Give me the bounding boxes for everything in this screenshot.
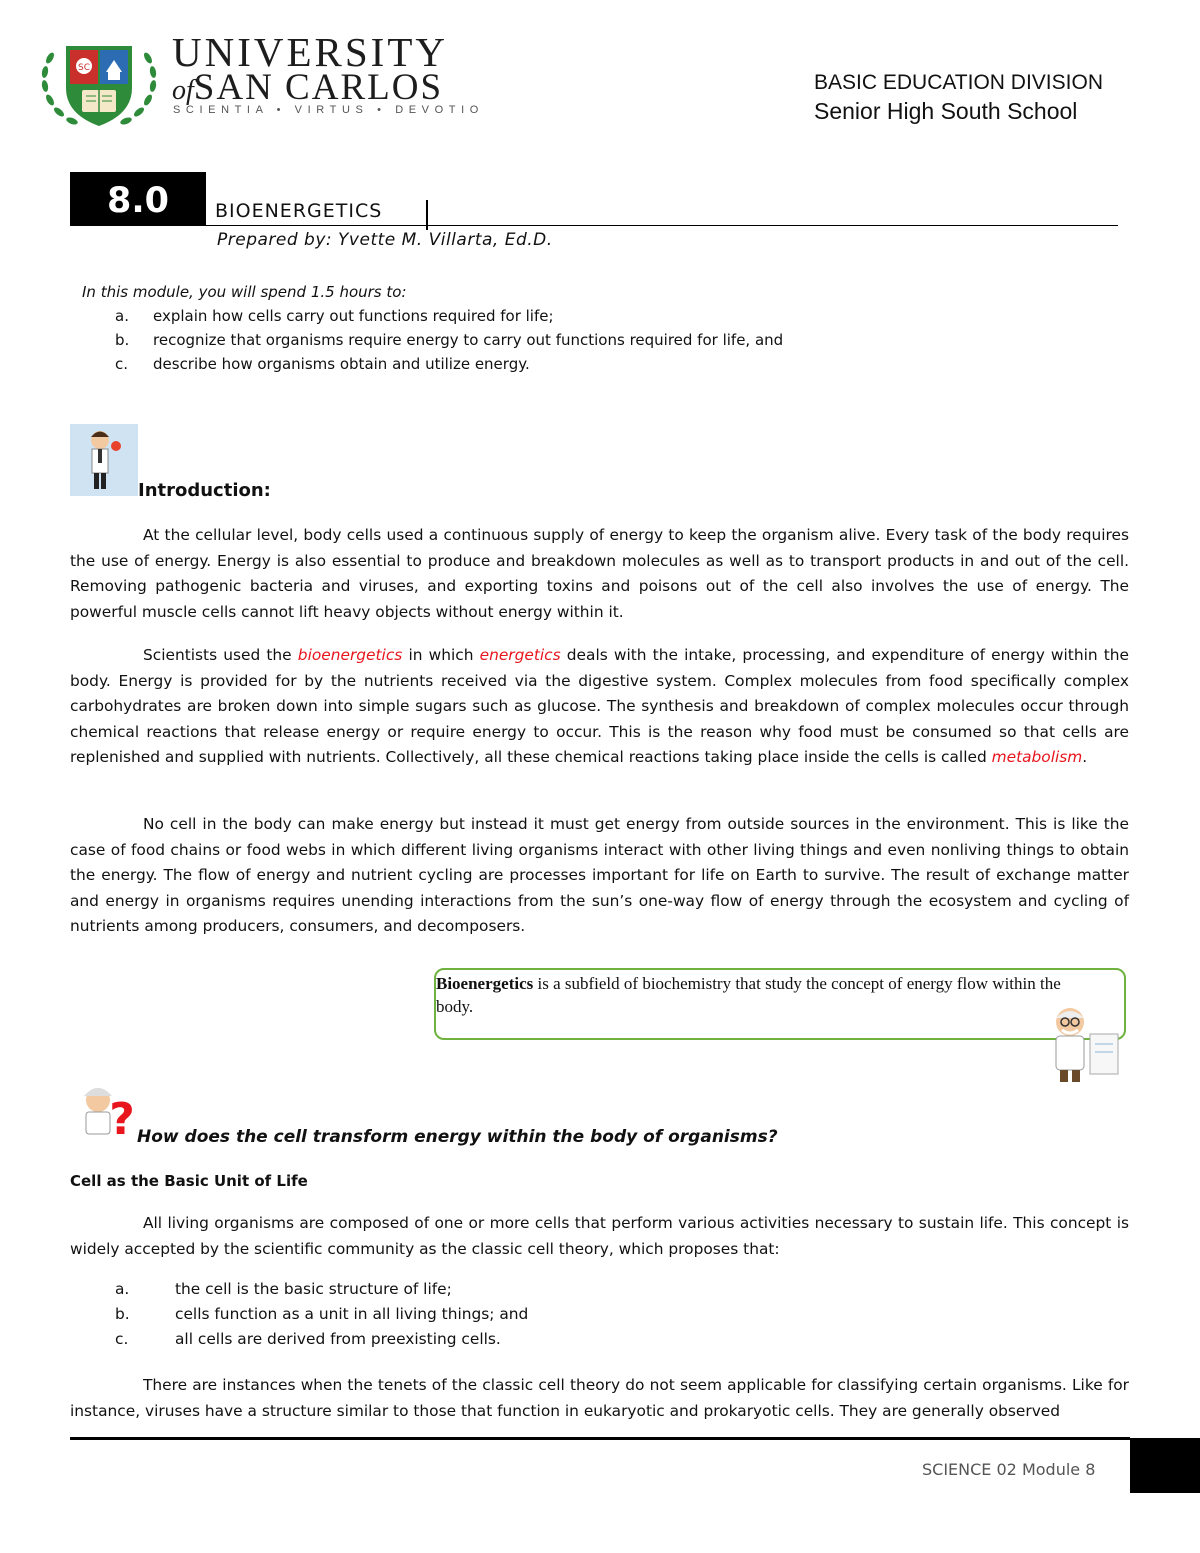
intro-paragraph-2-text-d: .: [1082, 748, 1088, 766]
callout-definition: is a subfield of biochemistry that study the concept of energy flow within the body.: [436, 974, 1061, 1016]
intro-paragraph-3-text: No cell in the body can make energy but instead it must get energy from outside sources in the environment. This is like the case of food chains or food webs in which different living organisms interact with other living things and even nonliving things to obtain the energy. The flow of energy and nutrient cycling are processes important for life on Earth to survive. The result of exchange matter and energy in organisms requires unending interactions from the sun’s one-way flow of energy through the ecosystem and cycling of nutrients among producers, consumers, and decomposers.: [70, 815, 1129, 935]
cell-theory-label: a.: [115, 1280, 130, 1298]
intro-paragraph-1: [70, 523, 1129, 625]
objective-text: explain how cells carry out functions required for life;: [153, 307, 554, 325]
university-motto: SCIENTIA • VIRTUS • DEVOTIO: [173, 104, 484, 116]
footer-rule: [70, 1437, 1130, 1440]
scientist-illustration-icon: [1040, 1000, 1124, 1086]
university-seal-logo: [36, 28, 162, 134]
objective-text: recognize that organisms require energy to carry out functions required for life, and: [153, 331, 784, 349]
intro-paragraph-3: [70, 812, 1129, 940]
cell-theory-item: [115, 1305, 528, 1323]
cell-paragraph-2: [70, 1373, 1129, 1424]
objective-label: c.: [115, 355, 129, 373]
cell-theory-text: all cells are derived from preexisting cells.: [175, 1330, 501, 1348]
cell-section-heading: Cell as the Basic Unit of Life: [70, 1172, 308, 1190]
teacher-illustration-icon: [70, 424, 138, 496]
module-number: 8.0: [70, 172, 206, 226]
cell-paragraph-1-text: All living organisms are composed of one or more cells that perform various activities necessary to sustain life. This concept is widely accepted by the scientific community as the classic cell theory, which proposes that:: [70, 1214, 1129, 1258]
cell-theory-text: the cell is the basic structure of life;: [175, 1280, 452, 1298]
objective-item: [115, 331, 783, 349]
cell-theory-label: b.: [115, 1305, 130, 1323]
school-name: Senior High South School: [814, 98, 1078, 124]
term-metabolism: metabolism: [991, 748, 1083, 766]
callout-term: Bioenergetics: [436, 974, 534, 993]
guiding-question: How does the cell transform energy within the body of organisms?: [137, 1127, 778, 1147]
intro-paragraph-2: [70, 643, 1129, 771]
question-scientist-icon: [76, 1080, 136, 1142]
division-block: [814, 70, 1114, 126]
term-energetics: energetics: [479, 646, 561, 664]
title-underline: [206, 225, 1118, 226]
svg-text:?: ?: [109, 1094, 135, 1142]
prepared-by: Prepared by: Yvette M. Villarta, Ed.D.: [217, 230, 553, 250]
term-bioenergetics: bioenergetics: [297, 646, 403, 664]
cell-theory-item: [115, 1280, 452, 1298]
cell-theory-item: [115, 1330, 501, 1348]
introduction-heading: Introduction:: [138, 480, 271, 501]
intro-paragraph-2-text-c: deals with the intake, processing, and expenditure of energy within the body. Energy is provided for by the nutrients received via the digestive system. Complex molecules from food specifically complex carbohydrates are broken down into simple sugars such as glucose. The synthesis and breakdown of complex molecules occur through chemical reactions that release energy or require energy to occur. This is the reason why food must be consumed so that cells are replenished and supplied with nutrients. Collectively, all these chemical reactions taking place inside the cells is called: [70, 646, 1130, 766]
cell-theory-text: cells function as a unit in all living things; and: [175, 1305, 529, 1323]
objective-label: b.: [115, 331, 130, 349]
university-name-line1: UNIVERSITY: [172, 29, 448, 75]
objective-label: a.: [115, 307, 129, 325]
university-name-san-carlos: SAN CARLOS: [193, 67, 444, 108]
university-name-of: of: [172, 75, 194, 106]
objectives-intro: In this module, you will spend 1.5 hours to:: [82, 283, 407, 301]
module-title: BIOENERGETICS: [215, 200, 383, 222]
objective-item: [115, 307, 554, 325]
objective-text: describe how organisms obtain and utilize energy.: [153, 355, 530, 373]
division-name: BASIC EDUCATION DIVISION: [814, 71, 1103, 94]
cell-paragraph-1: [70, 1211, 1129, 1262]
svg-text:SC: SC: [78, 63, 90, 73]
objective-item: [115, 355, 530, 373]
footer-module-label: SCIENCE 02 Module 8: [922, 1460, 1096, 1479]
intro-paragraph-2-text-b: in which: [402, 646, 480, 664]
cell-theory-label: c.: [115, 1330, 129, 1348]
footer-black-tab: [1130, 1438, 1200, 1493]
intro-paragraph-2-text-a: Scientists used the: [143, 646, 298, 664]
intro-paragraph-1-text: At the cellular level, body cells used a continuous supply of energy to keep the organism alive. Every task of the body requires the use of energy. Energy is also essential to produce and breakdown molecules as well as to transport products in and out of the cell. Removing pathogenic bacteria and viruses, and exporting toxins and poisons out of the cell also involves the use of energy. The powerful muscle cells cannot lift heavy objects without energy within it.: [70, 526, 1129, 621]
cell-paragraph-2-text: There are instances when the tenets of the classic cell theory do not seem applicable for classifying certain organisms. Like for instance, viruses have a structure similar to those that function in eukaryotic and prokaryotic cells. They are generally observed: [70, 1376, 1129, 1420]
definition-callout-text: [436, 972, 1086, 1018]
